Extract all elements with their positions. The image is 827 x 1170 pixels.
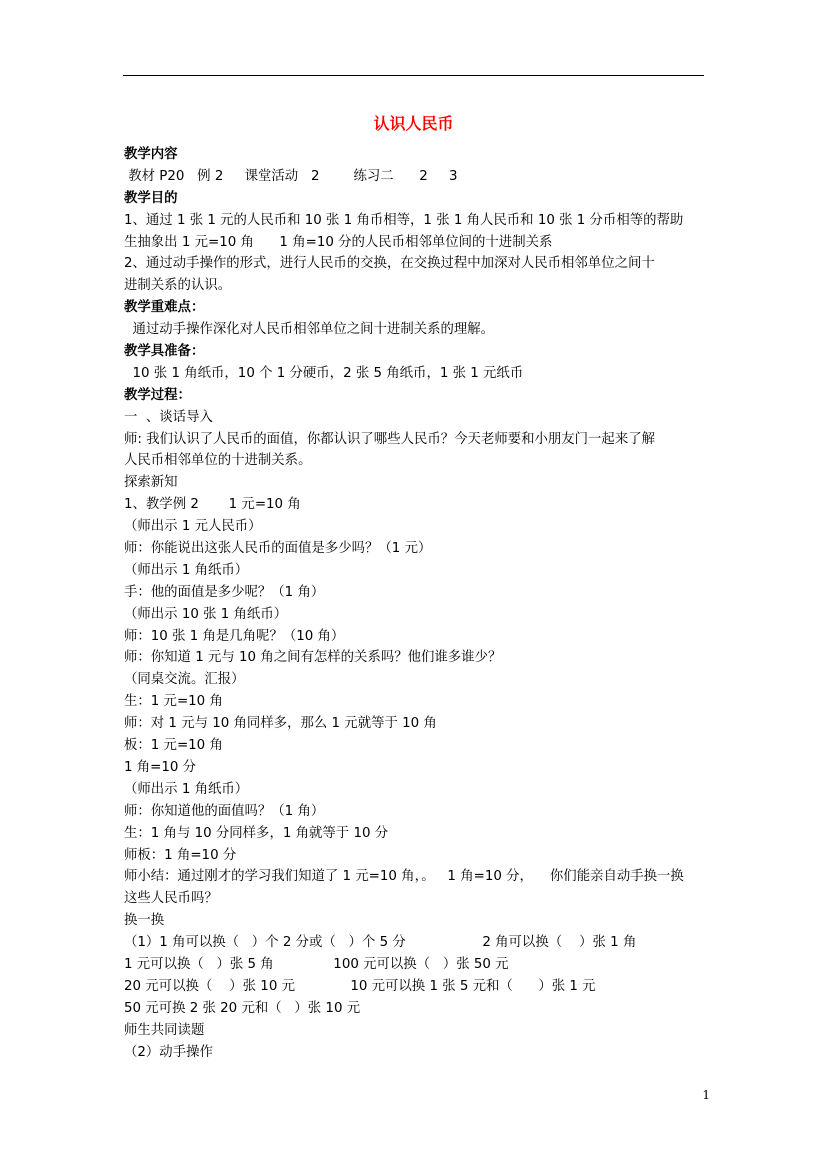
text-line: 生抽象出 1 元=10 角 1 角=10 分的人民币相邻单位间的十进制关系 bbox=[124, 234, 553, 250]
text-line: 探索新知 bbox=[124, 475, 178, 491]
text-line: 进制关系的认识。 bbox=[124, 278, 232, 294]
document-title: 认识人民币 bbox=[373, 114, 454, 133]
text-line: （同桌交流。汇报） bbox=[124, 672, 245, 688]
section-heading: 教学具准备： bbox=[124, 344, 205, 360]
text-line: 20 元可以换（ ）张 10 元 10 元可以换 1 张 5 元和（ ）张 1 元 bbox=[124, 978, 596, 994]
document-body bbox=[124, 144, 706, 1063]
text-line: （1）1 角可以换（ ）个 2 分或（ ）个 5 分 2 角可以换（ ）张 1 角 bbox=[124, 935, 637, 951]
text-line: 生：1 元=10 角 bbox=[124, 694, 223, 710]
text-line: 人民币相邻单位的十进制关系。 bbox=[124, 453, 312, 469]
text-line: 手：他的面值是多少呢？（1 角） bbox=[124, 584, 325, 600]
text-line: 师：你知道他的面值吗？（1 角） bbox=[124, 803, 325, 819]
text-line: （2）动手操作 bbox=[124, 1044, 213, 1060]
section-heading: 教学目的 bbox=[124, 190, 178, 206]
text-line: 换一换 bbox=[124, 913, 165, 929]
text-line: 1 角=10 分 bbox=[124, 759, 197, 775]
text-line: 师板：1 角=10 分 bbox=[124, 847, 237, 863]
text-line: 师生共同读题 bbox=[124, 1022, 205, 1038]
section-heading: 教学内容 bbox=[124, 147, 178, 162]
text-line: 师：对 1 元与 10 角同样多，那么 1 元就等于 10 角 bbox=[124, 716, 437, 732]
text-line: 板：1 元=10 角 bbox=[124, 738, 223, 754]
text-line: 师小结：通过刚才的学习我们知道了 1 元=10 角，。 1 角=10 分， 你们能亲自动手换一换 bbox=[124, 869, 684, 885]
text-line: 一 、谈话导入 bbox=[124, 409, 213, 425]
text-line: （师出示 1 角纸币） bbox=[124, 562, 249, 578]
header-rule bbox=[123, 75, 704, 76]
text-line: 10 张 1 角纸币，10 个 1 分硬币，2 张 5 角纸币，1 张 1 元纸币 bbox=[124, 365, 524, 381]
text-line: 1、通过 1 张 1 元的人民币和 10 张 1 角币相等，1 张 1 角人民币和 10 张 1 分币相等的帮助 bbox=[124, 212, 684, 228]
text-line: 50 元可换 2 张 20 元和（ ）张 10 元 bbox=[124, 1000, 361, 1016]
text-line: 师: 我们认识了人民币的面值，你都认识了哪些人民币？今天老师要和小朋友门一起来了解 bbox=[124, 431, 655, 447]
text-line: 通过动手操作深化对人民币相邻单位之间十进制关系的理解。 bbox=[124, 322, 495, 338]
text-line: 生：1 角与 10 分同样多，1 角就等于 10 分 bbox=[124, 825, 389, 841]
page-number: 1 bbox=[702, 1088, 710, 1102]
text-line: 师：你知道 1 元与 10 角之间有怎样的关系吗？他们谁多谁少？ bbox=[124, 650, 502, 666]
text-line: 教材 P20 例 2 课堂活动 2 练习二 2 3 bbox=[124, 168, 458, 184]
text-line: 2、通过动手操作的形式，进行人民币的交换，在交换过程中加深对人民币相邻单位之间十 bbox=[124, 256, 655, 272]
text-line: 师：10 张 1 角是几角呢？（10 角） bbox=[124, 628, 345, 644]
text-line: （师出示 1 角纸币） bbox=[124, 781, 249, 797]
text-line: 师：你能说出这张人民币的面值是多少吗？（1 元） bbox=[124, 541, 432, 557]
text-line: （师出示 1 元人民币） bbox=[124, 519, 262, 535]
text-line: （师出示 10 张 1 角纸币） bbox=[124, 606, 288, 622]
text-line: 1 元可以换（ ）张 5 角 100 元可以换（ ）张 50 元 bbox=[124, 956, 509, 972]
text-line: 1、教学例 2 1 元=10 角 bbox=[124, 497, 301, 513]
section-heading: 教学过程： bbox=[124, 387, 191, 403]
section-heading: 教学重难点： bbox=[124, 300, 205, 316]
text-line: 这些人民币吗？ bbox=[124, 891, 218, 907]
